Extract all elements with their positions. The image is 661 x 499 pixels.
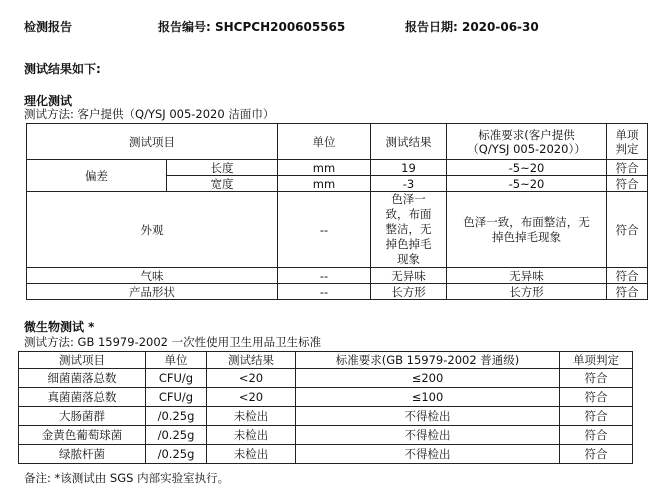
- footnote: 备注: *该测试由 SGS 内部实验室执行。: [24, 471, 230, 485]
- header-result: 测试结果: [371, 124, 447, 160]
- row-standard: ≤200: [296, 369, 560, 388]
- table-row: [19, 388, 633, 407]
- micro-method: 测试方法: GB 15979-2002 一次性使用卫生用品卫生标准: [24, 335, 322, 349]
- physchem-header-row: [27, 124, 648, 160]
- report-title: 检测报告: [24, 20, 73, 34]
- row-result: 未检出: [207, 426, 296, 445]
- row-standard: 长方形: [447, 284, 607, 300]
- row-judgement: 符合: [560, 407, 633, 426]
- micro-header-row: [19, 352, 633, 369]
- row-item: 气味: [27, 268, 278, 284]
- row-result: -3: [371, 176, 447, 192]
- row-standard: 色泽一致，布面整洁，无掉色掉毛现象: [447, 192, 607, 268]
- row-judgement: 符合: [560, 445, 633, 464]
- row-result: 19: [371, 160, 447, 176]
- row-result: <20: [207, 388, 296, 407]
- header-test-item: 测试项目: [19, 352, 146, 369]
- row-standard: 不得检出: [296, 426, 560, 445]
- row-judgement: 符合: [607, 268, 648, 284]
- row-unit: --: [278, 284, 371, 300]
- row-judgement: 符合: [560, 388, 633, 407]
- row-item: 大肠菌群: [19, 407, 146, 426]
- row-unit: /0.25g: [146, 426, 207, 445]
- table-row: [27, 284, 648, 300]
- row-judgement: 符合: [607, 192, 648, 268]
- row-item: 细菌菌落总数: [19, 369, 146, 388]
- row-judgement: 符合: [560, 369, 633, 388]
- report-number: 报告编号: SHCPCH200605565: [158, 20, 346, 34]
- table-row: [27, 160, 648, 176]
- row-item: 外观: [27, 192, 278, 268]
- deviation-label: 偏差: [27, 160, 167, 192]
- table-row: [19, 445, 633, 464]
- row-standard: 不得检出: [296, 445, 560, 464]
- micro-table: [18, 351, 633, 464]
- header-unit: 单位: [278, 124, 371, 160]
- row-subitem: 长度: [167, 160, 278, 176]
- table-row: [19, 407, 633, 426]
- row-item: 绿脓杆菌: [19, 445, 146, 464]
- table-row: [27, 192, 648, 268]
- row-unit: CFU/g: [146, 369, 207, 388]
- row-standard: -5~20: [447, 176, 607, 192]
- micro-heading: 微生物测试 *: [24, 320, 95, 334]
- table-row: [19, 369, 633, 388]
- row-item: 金黄色葡萄球菌: [19, 426, 146, 445]
- row-judgement: 符合: [560, 426, 633, 445]
- row-result: 长方形: [371, 284, 447, 300]
- header-standard: 标准要求(GB 15979-2002 普通级): [296, 352, 560, 369]
- row-judgement: 符合: [607, 284, 648, 300]
- table-row: [19, 426, 633, 445]
- row-standard: 无异味: [447, 268, 607, 284]
- report-date: 报告日期: 2020-06-30: [405, 20, 539, 34]
- header-judgement: 单项判定: [560, 352, 633, 369]
- header-test-item: 测试项目: [27, 124, 278, 160]
- row-unit: mm: [278, 176, 371, 192]
- row-unit: --: [278, 192, 371, 268]
- row-result: 色泽一致，布面整洁，无掉色掉毛现象: [371, 192, 447, 268]
- row-result: 未检出: [207, 407, 296, 426]
- row-result: 未检出: [207, 445, 296, 464]
- row-subitem: 宽度: [167, 176, 278, 192]
- results-intro: 测试结果如下:: [24, 62, 101, 76]
- row-judgement: 符合: [607, 176, 648, 192]
- row-standard: 不得检出: [296, 407, 560, 426]
- physchem-heading: 理化测试: [24, 94, 73, 108]
- row-unit: CFU/g: [146, 388, 207, 407]
- row-item: 真菌菌落总数: [19, 388, 146, 407]
- row-result: 无异味: [371, 268, 447, 284]
- row-item: 产品形状: [27, 284, 278, 300]
- header-judgement: 单项判定: [607, 124, 648, 160]
- row-standard: -5~20: [447, 160, 607, 176]
- physchem-method: 测试方法: 客户提供（Q/YSJ 005-2020 洁面巾）: [24, 107, 275, 121]
- row-unit: /0.25g: [146, 407, 207, 426]
- row-unit: mm: [278, 160, 371, 176]
- table-row: [27, 268, 648, 284]
- header-standard: 标准要求(客户提供（Q/YSJ 005-2020））: [447, 124, 607, 160]
- row-result: <20: [207, 369, 296, 388]
- row-standard: ≤100: [296, 388, 560, 407]
- header-unit: 单位: [146, 352, 207, 369]
- physchem-table: [26, 123, 648, 300]
- row-unit: --: [278, 268, 371, 284]
- header-result: 测试结果: [207, 352, 296, 369]
- row-unit: /0.25g: [146, 445, 207, 464]
- row-judgement: 符合: [607, 160, 648, 176]
